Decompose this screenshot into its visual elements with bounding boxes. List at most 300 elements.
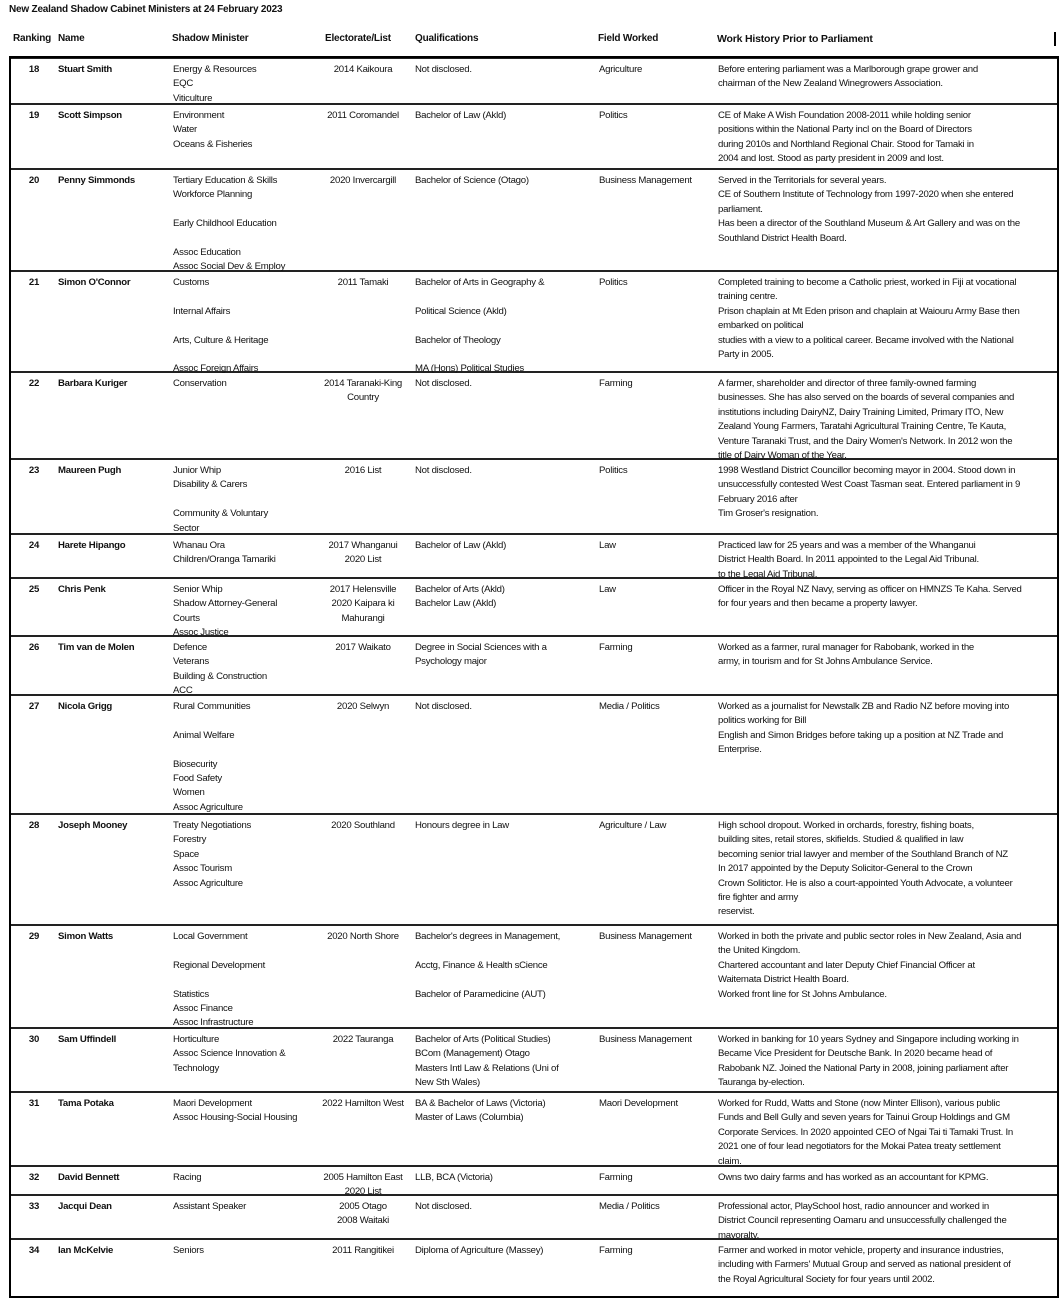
work-history-cell-line: for four years and then became a property lawyer. xyxy=(718,598,918,610)
shadow-minister-cell-line: Tertiary Education & Skills xyxy=(173,175,278,186)
header-ranking: Ranking xyxy=(13,33,52,44)
qualifications-cell-line: Honours degree in Law xyxy=(415,820,509,831)
work-history-cell-line: Chartered accountant and later Deputy Chief Financial Officer at xyxy=(718,959,975,971)
name-cell: Tim van de Molen xyxy=(58,642,135,653)
shadow-minister-cell-line: Assoc Tourism xyxy=(173,863,232,875)
electorate-cell-line: 2022 Hamilton West xyxy=(322,1098,404,1109)
shadow-minister-cell-line: Conservation xyxy=(173,378,227,389)
electorate-cell xyxy=(313,1244,413,1258)
qualifications-cell-line: Psychology major xyxy=(415,656,487,668)
qualifications-cell xyxy=(415,1200,472,1214)
qualifications-cell xyxy=(415,1171,493,1185)
qualifications-cell-line: Bachelor of Arts (Akld) xyxy=(415,584,505,595)
shadow-minister-cell-line: Veterans xyxy=(173,656,209,668)
electorate-cell xyxy=(313,700,413,714)
work-history-cell-line: Practiced law for 25 years and was a member of the Whanganui xyxy=(718,540,976,551)
qualifications-cell-line: Bachelor of Law (Akld) xyxy=(415,540,507,551)
work-history-cell-line: Owns two dairy farms and has worked as an accountant for KPMG. xyxy=(718,1172,989,1183)
work-history-cell xyxy=(718,583,1058,612)
electorate-cell xyxy=(313,1097,413,1111)
header-electorate: Electorate/List xyxy=(325,33,391,44)
ranking-cell: 30 xyxy=(28,1034,40,1045)
work-history-cell-line: CE of Southern Institute of Technology from 1997-2020 when she entered xyxy=(718,189,1014,201)
electorate-cell-line: 2022 Tauranga xyxy=(332,1034,394,1045)
qualifications-cell xyxy=(415,63,472,77)
shadow-minister-cell-line: Disability & Carers xyxy=(173,479,248,491)
work-history-cell xyxy=(718,930,1058,1002)
work-history-cell xyxy=(718,464,1058,522)
work-history-cell-line: fire fighter and army xyxy=(718,892,799,904)
ranking-cell: 26 xyxy=(28,642,40,653)
ranking-cell: 20 xyxy=(28,175,40,186)
electorate-cell-line: 2008 Waitaki xyxy=(336,1215,390,1227)
table-row xyxy=(11,579,1057,637)
shadow-minister-cell-line: Biosecurity xyxy=(173,758,218,770)
shadow-minister-cell-line: ACC xyxy=(173,685,193,697)
qualifications-cell xyxy=(415,819,509,833)
shadow-minister-cell-line: Customs xyxy=(173,277,210,288)
work-history-cell-line: Zealand Young Farmers, Taratahi Agricultural Training Centre, Te Kauta, xyxy=(718,421,1007,433)
name-cell: Scott Simpson xyxy=(58,110,122,121)
shadow-minister-cell-line: Building & Construction xyxy=(173,670,267,682)
work-history-cell-line: training centre. xyxy=(718,291,778,303)
name-cell: Barbara Kuriger xyxy=(58,378,128,389)
work-history-cell-line: 1998 Westland District Councillor becoming mayor in 2004. Stood down in xyxy=(718,465,1016,476)
qualifications-cell-line: Degree in Social Sciences with a xyxy=(415,642,547,653)
electorate-cell-line: 2020 North Shore xyxy=(327,931,399,942)
qualifications-cell-line: Not disclosed. xyxy=(415,378,472,389)
work-history-cell-line: Corporate Services. In 2020 appointed CEO of Ngai Tai ti Tamaki Trust. In xyxy=(718,1126,1013,1138)
electorate-cell-line: 2011 Tamaki xyxy=(337,277,389,288)
cursor-bar xyxy=(1054,32,1056,46)
shadow-minister-cell-line: Arts, Culture & Heritage xyxy=(173,334,269,346)
ranking-cell: 25 xyxy=(28,584,40,595)
work-history-cell-line: Tim Groser's resignation. xyxy=(718,508,819,520)
work-history-cell-line: Southland District Health Board. xyxy=(718,232,847,244)
electorate-cell-line: 2020 Southland xyxy=(331,820,395,831)
work-history-cell-line: army, in tourism and for St Johns Ambulance Service. xyxy=(718,656,933,668)
shadow-minister-cell-line: Animal Welfare xyxy=(173,729,235,741)
table-row xyxy=(11,373,1057,460)
name-cell: Joseph Mooney xyxy=(58,820,128,831)
work-history-cell-line: Party in 2005. xyxy=(718,349,774,361)
shadow-minister-cell xyxy=(173,700,250,815)
name-cell: Simon O'Connor xyxy=(58,277,131,288)
shadow-minister-cell-line: Sector xyxy=(173,522,200,534)
shadow-minister-cell-line: Statistics xyxy=(173,988,209,1000)
electorate-cell xyxy=(313,819,413,833)
work-history-cell xyxy=(718,641,1058,670)
work-history-cell-line: studies with a view to a political career. Became involved with the National xyxy=(718,334,1014,346)
shadow-minister-cell-line: Food Safety xyxy=(173,773,222,785)
table-row xyxy=(11,535,1057,579)
table-row xyxy=(11,1240,1057,1296)
work-history-cell xyxy=(718,1097,1058,1169)
qualifications-cell xyxy=(415,1033,559,1091)
shadow-minister-cell-line: Regional Development xyxy=(173,959,266,971)
work-history-cell-line: during 2010s and Northland Regional Chair. Stood for Tamaki in xyxy=(718,138,974,150)
shadow-minister-cell-line: Whanau Ora xyxy=(173,540,225,551)
field-worked-cell: Maori Development xyxy=(599,1098,678,1109)
shadow-minister-cell-line: Forestry xyxy=(173,834,207,846)
work-history-cell-line: including with Farmers' Mutual Group and served as national president of xyxy=(718,1259,1011,1271)
electorate-cell-line: 2017 Waikato xyxy=(335,642,391,653)
qualifications-cell xyxy=(415,174,529,188)
work-history-cell-line: the Royal Agricultural Society for four years until 2002. xyxy=(718,1273,935,1285)
qualifications-cell-line: Bachelor of Science (Otago) xyxy=(415,175,529,186)
shadow-minister-cell-line: Assoc Infrastructure xyxy=(173,1017,254,1029)
table-row xyxy=(11,637,1057,696)
name-cell: Ian McKelvie xyxy=(58,1245,114,1256)
qualifications-cell-line: Not disclosed. xyxy=(415,465,472,476)
electorate-cell xyxy=(313,109,413,123)
header-shadow-minister: Shadow Minister xyxy=(172,33,249,44)
qualifications-cell-line: Master of Laws (Columbia) xyxy=(415,1112,524,1124)
field-worked-cell: Farming xyxy=(599,378,633,389)
work-history-cell-line: positions within the National Party incl on the Board of Directors xyxy=(718,124,972,136)
field-worked-cell: Politics xyxy=(599,277,628,288)
work-history-cell-line: Worked in both the private and public sector roles in New Zealand, Asia and xyxy=(718,931,1022,942)
name-cell: Jacqui Dean xyxy=(58,1201,112,1212)
table-row xyxy=(11,58,1057,105)
ranking-cell: 34 xyxy=(28,1245,40,1256)
qualifications-cell-line: Acctg, Finance & Health sCience xyxy=(415,959,548,971)
electorate-cell-line: Country xyxy=(347,392,379,404)
ranking-cell: 27 xyxy=(28,701,40,712)
electorate-cell-line: Mahurangi xyxy=(341,612,385,624)
work-history-cell-line: Worked front line for St Johns Ambulance. xyxy=(718,988,887,1000)
field-worked-cell: Politics xyxy=(599,465,628,476)
shadow-minister-cell-line: Junior Whip xyxy=(173,465,221,476)
shadow-minister-cell-line: Technology xyxy=(173,1062,220,1074)
work-history-cell-line: District Council representing Oamaru and unsuccessfully challenged the xyxy=(718,1215,1007,1227)
work-history-cell-line: mayoralty. xyxy=(718,1229,760,1241)
work-history-cell-line: Tauranga by-election. xyxy=(718,1077,805,1089)
work-history-cell-line: reservist. xyxy=(718,906,755,918)
qualifications-cell-line: LLB, BCA (Victoria) xyxy=(415,1172,493,1183)
table-row xyxy=(11,170,1057,272)
shadow-minister-cell-line: Rural Communities xyxy=(173,701,251,712)
work-history-cell-line: Crown Solitictor. He is also a court-appointed Youth Advocate, a volunteer xyxy=(718,877,1013,889)
ranking-cell: 23 xyxy=(28,465,40,476)
shadow-minister-cell-line: Water xyxy=(173,124,197,136)
table-row xyxy=(11,926,1057,1029)
shadow-minister-cell xyxy=(173,377,227,391)
shadow-minister-cell-line: Energy & Resources xyxy=(173,64,257,75)
electorate-cell-line: 2014 Kaikoura xyxy=(333,64,393,75)
shadow-minister-cell-line: Local Government xyxy=(173,931,248,942)
electorate-cell-line: 2020 List xyxy=(344,554,382,566)
shadow-minister-cell-line: Assistant Speaker xyxy=(173,1201,247,1212)
table-row xyxy=(11,815,1057,926)
shadow-minister-cell-line xyxy=(173,493,268,507)
shadow-minister-cell-line: Viticulture xyxy=(173,92,213,104)
shadow-minister-cell-line: Assoc Science Innovation & xyxy=(173,1048,286,1060)
shadow-minister-cell-line: Assoc Finance xyxy=(173,1003,233,1015)
shadow-minister-cell-line xyxy=(173,348,268,362)
name-cell: Tama Potaka xyxy=(58,1098,114,1109)
work-history-cell xyxy=(718,109,1058,167)
electorate-cell xyxy=(313,1033,413,1047)
work-history-cell-line: Venture Taranaki Trust, and the Dairy Women's Network. In 2012 won the xyxy=(718,435,1013,447)
shadow-minister-cell-line: Assoc Education xyxy=(173,247,241,259)
field-worked-cell: Farming xyxy=(599,1172,633,1183)
work-history-cell-line: unsuccessfully contested West Coast Tasman seat. Entered parliament in 9 xyxy=(718,479,1021,491)
shadow-minister-cell-line: Assoc Housing-Social Housing xyxy=(173,1112,298,1124)
shadow-minister-cell-line xyxy=(173,203,285,217)
table-row xyxy=(11,1029,1057,1093)
qualifications-cell-line: BA & Bachelor of Laws (Victoria) xyxy=(415,1098,546,1109)
qualifications-cell-line: Bachelor of Law (Akld) xyxy=(415,110,507,121)
shadow-minister-cell xyxy=(173,1033,285,1076)
work-history-cell-line: District Health Board. In 2011 appointed to the Legal Aid Tribunal. xyxy=(718,554,979,566)
qualifications-cell-line: Bachelor of Arts in Geography & xyxy=(415,277,545,288)
qualifications-cell-line: Bachelor of Arts (Political Studies) xyxy=(415,1034,551,1045)
shadow-minister-cell xyxy=(173,583,277,641)
field-worked-cell: Agriculture / Law xyxy=(599,820,667,831)
shadow-minister-cell xyxy=(173,174,285,275)
ranking-cell: 21 xyxy=(28,277,40,288)
electorate-cell-line: 2011 Rangitikei xyxy=(332,1245,394,1256)
work-history-cell xyxy=(718,1200,1058,1243)
ranking-cell: 22 xyxy=(28,378,40,389)
electorate-cell-line: 2005 Otago xyxy=(339,1201,387,1212)
work-history-cell-line: title of Dairy Woman of the Year. xyxy=(718,450,847,462)
table-row xyxy=(11,1167,1057,1196)
field-worked-cell: Politics xyxy=(599,110,628,121)
table-row xyxy=(11,105,1057,170)
ranking-cell: 28 xyxy=(28,820,40,831)
qualifications-cell-line: Diploma of Agriculture (Massey) xyxy=(415,1245,544,1256)
work-history-cell-line: Farmer and worked in motor vehicle, property and insurance industries, xyxy=(718,1245,1004,1256)
shadow-minister-cell-line: Assoc Justice xyxy=(173,627,229,639)
work-history-cell-line: politics working for Bill xyxy=(718,715,807,727)
work-history-cell-line: Professional actor, PlaySchool host, radio announcer and worked in xyxy=(718,1201,989,1212)
qualifications-cell-line xyxy=(415,973,560,987)
shadow-minister-cell xyxy=(173,539,276,568)
work-history-cell-line: Completed training to become a Catholic priest, worked in Fiji at vocational xyxy=(718,277,1017,288)
work-history-cell xyxy=(718,1244,1058,1287)
header-field-worked: Field Worked xyxy=(598,33,659,44)
shadow-minister-cell xyxy=(173,276,268,377)
shadow-minister-cell-line: Shadow Attorney-General xyxy=(173,598,278,610)
shadow-minister-cell xyxy=(173,930,265,1031)
work-history-cell-line: A farmer, shareholder and director of three family-owned farming xyxy=(718,378,977,389)
table-row xyxy=(11,696,1057,815)
field-worked-cell: Business Management xyxy=(599,1034,692,1045)
qualifications-cell-line: Political Science (Akld) xyxy=(415,305,507,317)
electorate-cell xyxy=(313,641,413,655)
qualifications-cell xyxy=(415,539,506,553)
work-history-cell-line: embarked on political xyxy=(718,320,804,332)
field-worked-cell: Farming xyxy=(599,642,633,653)
work-history-cell-line: Worked for Rudd, Watts and Stone (now Minter Ellison), various public xyxy=(718,1098,1000,1109)
shadow-minister-cell xyxy=(173,819,251,891)
shadow-minister-cell-line xyxy=(173,319,268,333)
work-history-cell-line: Before entering parliament was a Marlborough grape grower and xyxy=(718,64,978,75)
work-history-cell-line: February 2016 after xyxy=(718,493,798,505)
electorate-cell-line: 2005 Hamilton East xyxy=(323,1172,403,1183)
work-history-cell-line: building sites, retail stores, skifields. Studied & qualified in law xyxy=(718,834,964,846)
shadow-minister-cell-line: Defence xyxy=(173,642,207,653)
name-cell: Simon Watts xyxy=(58,931,113,942)
shadow-minister-cell-line: Women xyxy=(173,787,205,799)
field-worked-cell: Business Management xyxy=(599,931,692,942)
qualifications-cell-line: BCom (Management) Otago xyxy=(415,1048,530,1060)
work-history-cell-line: the United Kingdom. xyxy=(718,945,801,957)
ranking-cell: 31 xyxy=(28,1098,40,1109)
work-history-cell xyxy=(718,819,1058,920)
table-row xyxy=(11,272,1057,373)
shadow-minister-cell-line: Maori Development xyxy=(173,1098,252,1109)
qualifications-cell xyxy=(415,583,505,612)
electorate-cell xyxy=(313,174,413,188)
name-cell: Penny Simmonds xyxy=(58,175,135,186)
shadow-minister-cell-line: Horticulture xyxy=(173,1034,220,1045)
table-row xyxy=(11,1196,1057,1240)
work-history-cell-line: CE of Make A Wish Foundation 2008-2011 while holding senior xyxy=(718,110,971,121)
electorate-cell-line: 2020 Invercargill xyxy=(329,175,397,186)
header-qualifications: Qualifications xyxy=(415,33,479,44)
shadow-minister-cell-line: Seniors xyxy=(173,1245,204,1256)
header-work-history: Work History Prior to Parliament xyxy=(717,33,873,45)
work-history-cell xyxy=(718,63,1058,92)
shadow-minister-cell-line: Early Childhool Education xyxy=(173,218,277,230)
ranking-cell: 19 xyxy=(28,110,40,121)
qualifications-cell xyxy=(415,1244,543,1258)
qualifications-cell xyxy=(415,930,560,1002)
electorate-cell xyxy=(313,464,413,478)
work-history-cell-line: 2021 one of four lead negotiators for the Mokai Patea treaty settlement xyxy=(718,1141,1001,1153)
ranking-cell: 24 xyxy=(28,540,40,551)
shadow-minister-cell-line: Environment xyxy=(173,110,225,121)
qualifications-cell-line: Bachelor Law (Akld) xyxy=(415,598,497,610)
electorate-cell-line: 2011 Coromandel xyxy=(327,110,399,121)
qualifications-cell-line xyxy=(415,944,560,958)
shadow-minister-cell-line: Internal Affairs xyxy=(173,305,231,317)
qualifications-cell-line xyxy=(415,348,544,362)
shadow-minister-cell xyxy=(173,1097,297,1126)
shadow-minister-cell-line: Space xyxy=(173,848,199,860)
work-history-cell-line: Has been a director of the Southland Museum & Art Gallery and was on the xyxy=(718,218,1020,230)
table-row xyxy=(11,460,1057,535)
qualifications-cell xyxy=(415,700,472,714)
work-history-cell-line: Worked as a journalist for Newstalk ZB and Radio NZ before moving into xyxy=(718,701,1010,712)
shadow-minister-cell xyxy=(173,641,267,699)
field-worked-cell: Media / Politics xyxy=(599,1201,660,1212)
name-cell: Chris Penk xyxy=(58,584,106,595)
qualifications-cell-line: Bachelor of Paramedicine (AUT) xyxy=(415,988,546,1000)
work-history-cell-line: High school dropout. Worked in orchards, forestry, fishing boats, xyxy=(718,820,974,831)
qualifications-cell-line: Masters Intl Law & Relations (Uni of xyxy=(415,1062,559,1074)
work-history-cell-line: to the Legal Aid Tribunal. xyxy=(718,568,818,580)
shadow-minister-cell-line: Assoc Agriculture xyxy=(173,877,243,889)
shadow-minister-cell-line: Courts xyxy=(173,612,200,624)
work-history-cell xyxy=(718,700,1058,758)
shadow-minister-cell-line: Racing xyxy=(173,1172,202,1183)
name-cell: David Bennett xyxy=(58,1172,120,1183)
qualifications-cell-line: MA (Hons) Political Studies xyxy=(415,363,524,375)
field-worked-cell: Business Management xyxy=(599,175,692,186)
ranking-cell: 33 xyxy=(28,1201,40,1212)
shadow-minister-cell-line: Senior Whip xyxy=(173,584,223,595)
shadow-minister-cell-line xyxy=(173,973,265,987)
table-row xyxy=(11,1093,1057,1167)
work-history-cell-line: businesses. She has also served on the boards of several companies and xyxy=(718,392,1015,404)
qualifications-cell-line: Bachelor's degrees in Management, xyxy=(415,931,561,942)
electorate-cell-line: 2017 Helensville xyxy=(329,584,397,595)
shadow-minister-cell-line: Assoc Foreign Affairs xyxy=(173,363,259,375)
qualifications-cell-line: New Sth Wales) xyxy=(415,1077,480,1089)
shadow-minister-cell-line: EQC xyxy=(173,78,194,90)
work-history-cell-line: chairman of the New Zealand Winegrowers Association. xyxy=(718,78,943,90)
document-title: New Zealand Shadow Cabinet Ministers at 24 February 2023 xyxy=(9,4,283,15)
shadow-minister-cell-line xyxy=(173,290,268,304)
shadow-minister-cell-line xyxy=(173,714,250,728)
qualifications-cell xyxy=(415,641,547,670)
shadow-minister-cell-line xyxy=(173,944,265,958)
qualifications-cell-line: Bachelor of Theology xyxy=(415,334,501,346)
electorate-cell-line: 2020 List xyxy=(344,1186,382,1198)
electorate-cell-line: 2014 Taranaki-King xyxy=(324,378,402,389)
ranking-cell: 29 xyxy=(28,931,40,942)
work-history-cell-line: Funds and Bell Gully and seven years for Tainui Group Holdings and GM xyxy=(718,1112,1010,1124)
electorate-cell xyxy=(313,1200,413,1229)
electorate-cell-line: 2016 List xyxy=(344,465,382,476)
work-history-cell-line: English and Simon Bridges before taking up a position at NZ Trade and xyxy=(718,729,1004,741)
work-history-cell-line: Rabobank NZ. Joined the National Party in 2008, joining parliament after xyxy=(718,1062,1009,1074)
shadow-minister-cell-line: Assoc Agriculture xyxy=(173,801,243,813)
qualifications-cell-line: Not disclosed. xyxy=(415,1201,472,1212)
shadow-minister-cell-line: Community & Voluntary xyxy=(173,508,268,520)
shadow-minister-cell-line: Treaty Negotiations xyxy=(173,820,252,831)
work-history-cell-line: Worked as a farmer, rural manager for Rabobank, worked in the xyxy=(718,642,974,653)
work-history-cell xyxy=(718,276,1058,362)
electorate-cell xyxy=(313,539,413,568)
field-worked-cell: Law xyxy=(599,584,616,595)
ranking-cell: 32 xyxy=(28,1172,40,1183)
work-history-cell-line: institutions including DairyNZ, Dairy Training Limited, Primary ITO, New xyxy=(718,406,1004,418)
qualifications-cell xyxy=(415,109,506,123)
qualifications-cell xyxy=(415,377,472,391)
work-history-cell-line: parliament. xyxy=(718,203,763,215)
qualifications-cell xyxy=(415,464,472,478)
header-name: Name xyxy=(58,33,85,44)
work-history-cell-line: 2004 and lost. Stood as party president in 2009 and lost. xyxy=(718,153,944,165)
field-worked-cell: Media / Politics xyxy=(599,701,660,712)
shadow-minister-cell xyxy=(173,464,268,536)
work-history-cell-line: In 2017 appointed by the Deputy Solicitor-General to the Crown xyxy=(718,863,973,875)
work-history-cell-line: Prison chaplain at Mt Eden prison and chaplain at Waiouru Army Base then xyxy=(718,305,1020,317)
name-cell: Sam Uffindell xyxy=(58,1034,117,1045)
shadow-minister-cell xyxy=(173,1171,201,1185)
name-cell: Maureen Pugh xyxy=(58,465,122,476)
work-history-cell-line: Became Vice President for Deutsche Bank. In 2020 became head of xyxy=(718,1048,993,1060)
shadow-minister-cell xyxy=(173,1244,204,1258)
shadow-minister-cell xyxy=(173,63,256,106)
qualifications-cell-line xyxy=(415,319,544,333)
electorate-cell xyxy=(313,63,413,77)
shadow-minister-cell-line: Oceans & Fisheries xyxy=(173,138,253,150)
qualifications-cell-line: Not disclosed. xyxy=(415,64,472,75)
work-history-cell-line: Officer in the Royal NZ Navy, serving as officer on HMNZS Te Kaha. Served xyxy=(718,584,1022,595)
qualifications-cell-line xyxy=(415,290,544,304)
name-cell: Nicola Grigg xyxy=(58,701,113,712)
electorate-cell xyxy=(313,377,413,406)
shadow-minister-cell-line: Workforce Planning xyxy=(173,189,253,201)
shadow-minister-cell xyxy=(173,109,252,152)
ministers-table xyxy=(9,56,1059,1298)
